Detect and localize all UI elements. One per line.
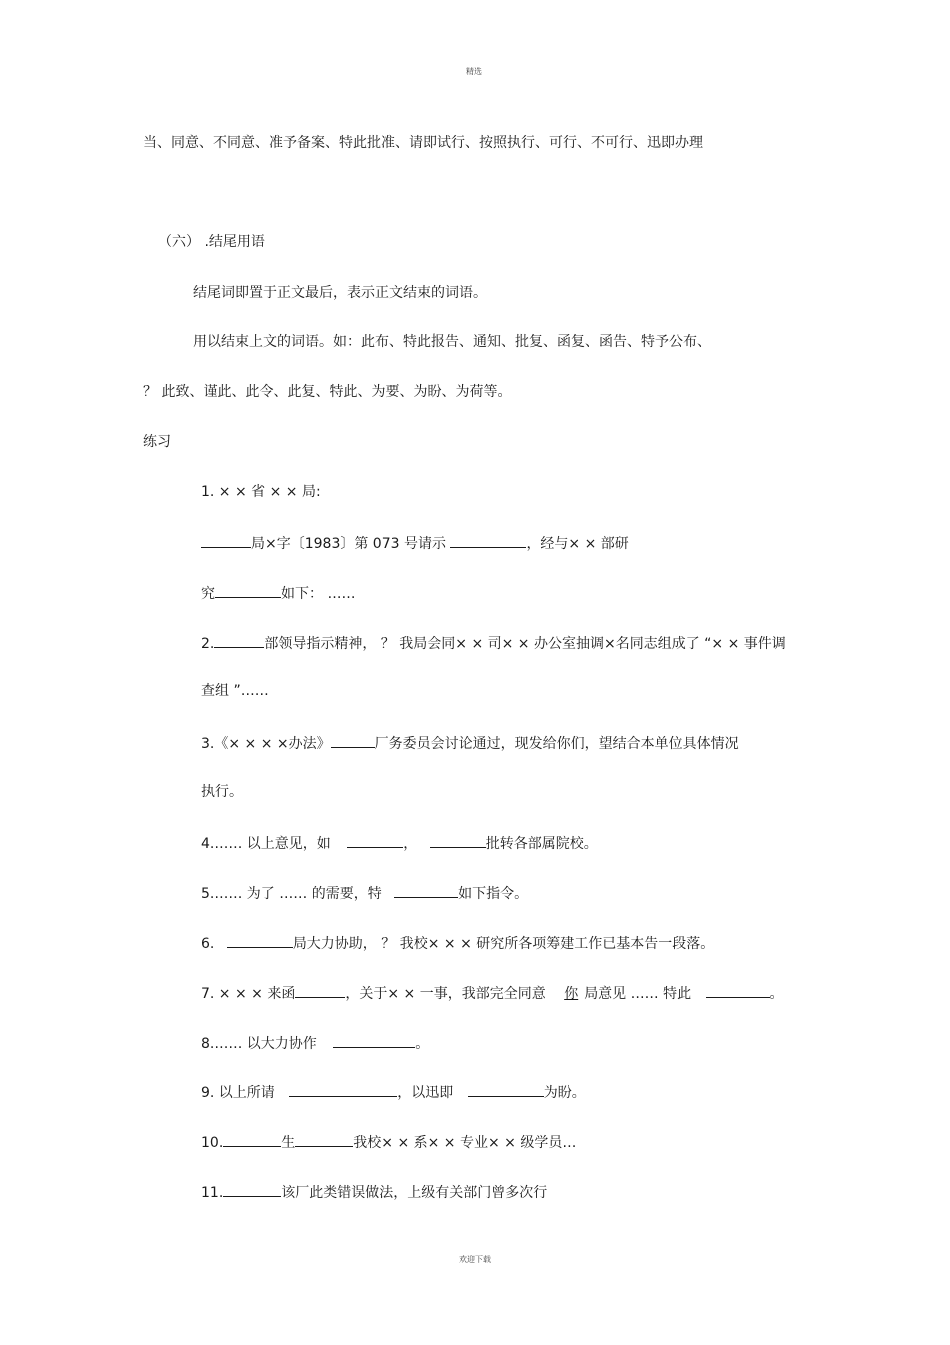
exercise-text: 如下指令。: [458, 886, 529, 902]
exercise-number: 6.: [201, 936, 215, 952]
exercise-2-line-2: 查组 ”……: [201, 683, 269, 699]
exercise-text: 。: [769, 986, 784, 1002]
exercise-7: [201, 982, 784, 1004]
fill-blank[interactable]: [430, 832, 486, 848]
exercise-8: [201, 1032, 429, 1054]
fill-blank[interactable]: [450, 532, 526, 548]
exercise-text: 厂务委员会讨论通过，现发给你们，望结合本单位具体情况: [374, 736, 739, 752]
paragraph-examples-cont: ？ 此致、谨此、此令、此复、特此、为要、为盼、为荷等。: [143, 384, 512, 400]
exercise-text: ，关于× × 一事，我部完全同意: [345, 986, 546, 1002]
exercise-text: 局×字〔1983〕第 073 号请示: [251, 536, 446, 552]
fill-blank[interactable]: [289, 1081, 397, 1097]
exercise-text: 5.…… 为了 …… 的需要，特: [201, 886, 382, 902]
exercise-text: 7. × × × 来函: [201, 986, 296, 1002]
exercise-text: 。: [415, 1036, 430, 1052]
fill-blank[interactable]: [295, 1131, 353, 1147]
exercise-text: 9. 以上所请: [201, 1085, 275, 1101]
exercise-number: 10.: [201, 1135, 224, 1151]
exercise-number: 11.: [201, 1185, 224, 1201]
text-line-approval-terms: 当、同意、不同意、准予备案、特此批准、请即试行、按照执行、可行、不可行、迅即办理: [143, 135, 703, 151]
exercise-text: ，: [403, 836, 418, 852]
exercise-4: [201, 832, 598, 854]
fill-blank[interactable]: [295, 982, 345, 998]
exercise-text: ，以迅即: [397, 1085, 454, 1101]
exercise-text: 局大力协助， ？ 我校× × × 研究所各项筹建工作已基本告一段落。: [292, 936, 715, 952]
exercise-1-heading: 1. × × 省 × × 局:: [201, 484, 321, 500]
fill-blank[interactable]: [347, 832, 403, 848]
exercise-1-line-2: [201, 582, 355, 604]
exercise-9: [201, 1081, 586, 1103]
fill-blank[interactable]: [331, 732, 375, 748]
fill-blank[interactable]: [214, 632, 264, 648]
paragraph-examples: 用以结束上文的词语。如：此布、特此报告、通知、批复、函复、函告、特予公布、: [193, 334, 711, 350]
exercise-text: 3.《× × × ×办法》: [201, 736, 331, 752]
exercise-text: 4.…… 以上意见，如: [201, 836, 331, 852]
exercise-text: 局意见 …… 特此: [584, 986, 692, 1002]
fill-blank[interactable]: [227, 932, 293, 948]
exercise-11: [201, 1181, 547, 1203]
exercise-3-line-1: [201, 732, 739, 754]
fill-blank[interactable]: [223, 1131, 281, 1147]
filled-answer: 你: [564, 986, 579, 1002]
exercise-text: ，经与× × 部研: [526, 536, 629, 552]
exercise-2-line-1: [201, 632, 786, 654]
exercise-text: 究: [201, 586, 215, 602]
exercise-6: [201, 932, 714, 954]
exercise-10: [201, 1131, 576, 1153]
exercise-text: 该厂此类错误做法，上级有关部门曾多次行: [281, 1185, 548, 1201]
paragraph-definition: 结尾词即置于正文最后，表示正文结束的词语。: [193, 285, 487, 301]
exercise-3-line-2: 执行。: [201, 784, 243, 800]
page-header: 精选: [466, 67, 482, 76]
fill-blank[interactable]: [201, 532, 251, 548]
fill-blank[interactable]: [333, 1032, 415, 1048]
exercise-text: 如下： ……: [281, 586, 356, 602]
exercise-text: 8.…… 以大力协作: [201, 1036, 317, 1052]
practice-title: 练习: [143, 434, 171, 450]
exercise-text: 我校× × 系× × 专业× × 级学员…: [353, 1135, 577, 1151]
exercise-text: 生: [281, 1135, 296, 1151]
exercise-1-line-1: [201, 532, 629, 554]
exercise-number: 2.: [201, 636, 215, 652]
exercise-text: 为盼。: [543, 1085, 586, 1101]
fill-blank[interactable]: [468, 1081, 544, 1097]
fill-blank[interactable]: [215, 582, 281, 598]
fill-blank[interactable]: [223, 1181, 281, 1197]
exercise-text: 部领导指示精神， ？ 我局会同× × 司× × 办公室抽调×名同志组成了 “× × 事件调: [264, 636, 786, 652]
fill-blank[interactable]: [394, 882, 458, 898]
page-footer: 欢迎下载: [459, 1255, 491, 1264]
fill-blank[interactable]: [706, 982, 770, 998]
exercise-text: 批转各部属院校。: [485, 836, 598, 852]
section-heading: （六） .结尾用语: [158, 234, 265, 250]
exercise-5: [201, 882, 528, 904]
